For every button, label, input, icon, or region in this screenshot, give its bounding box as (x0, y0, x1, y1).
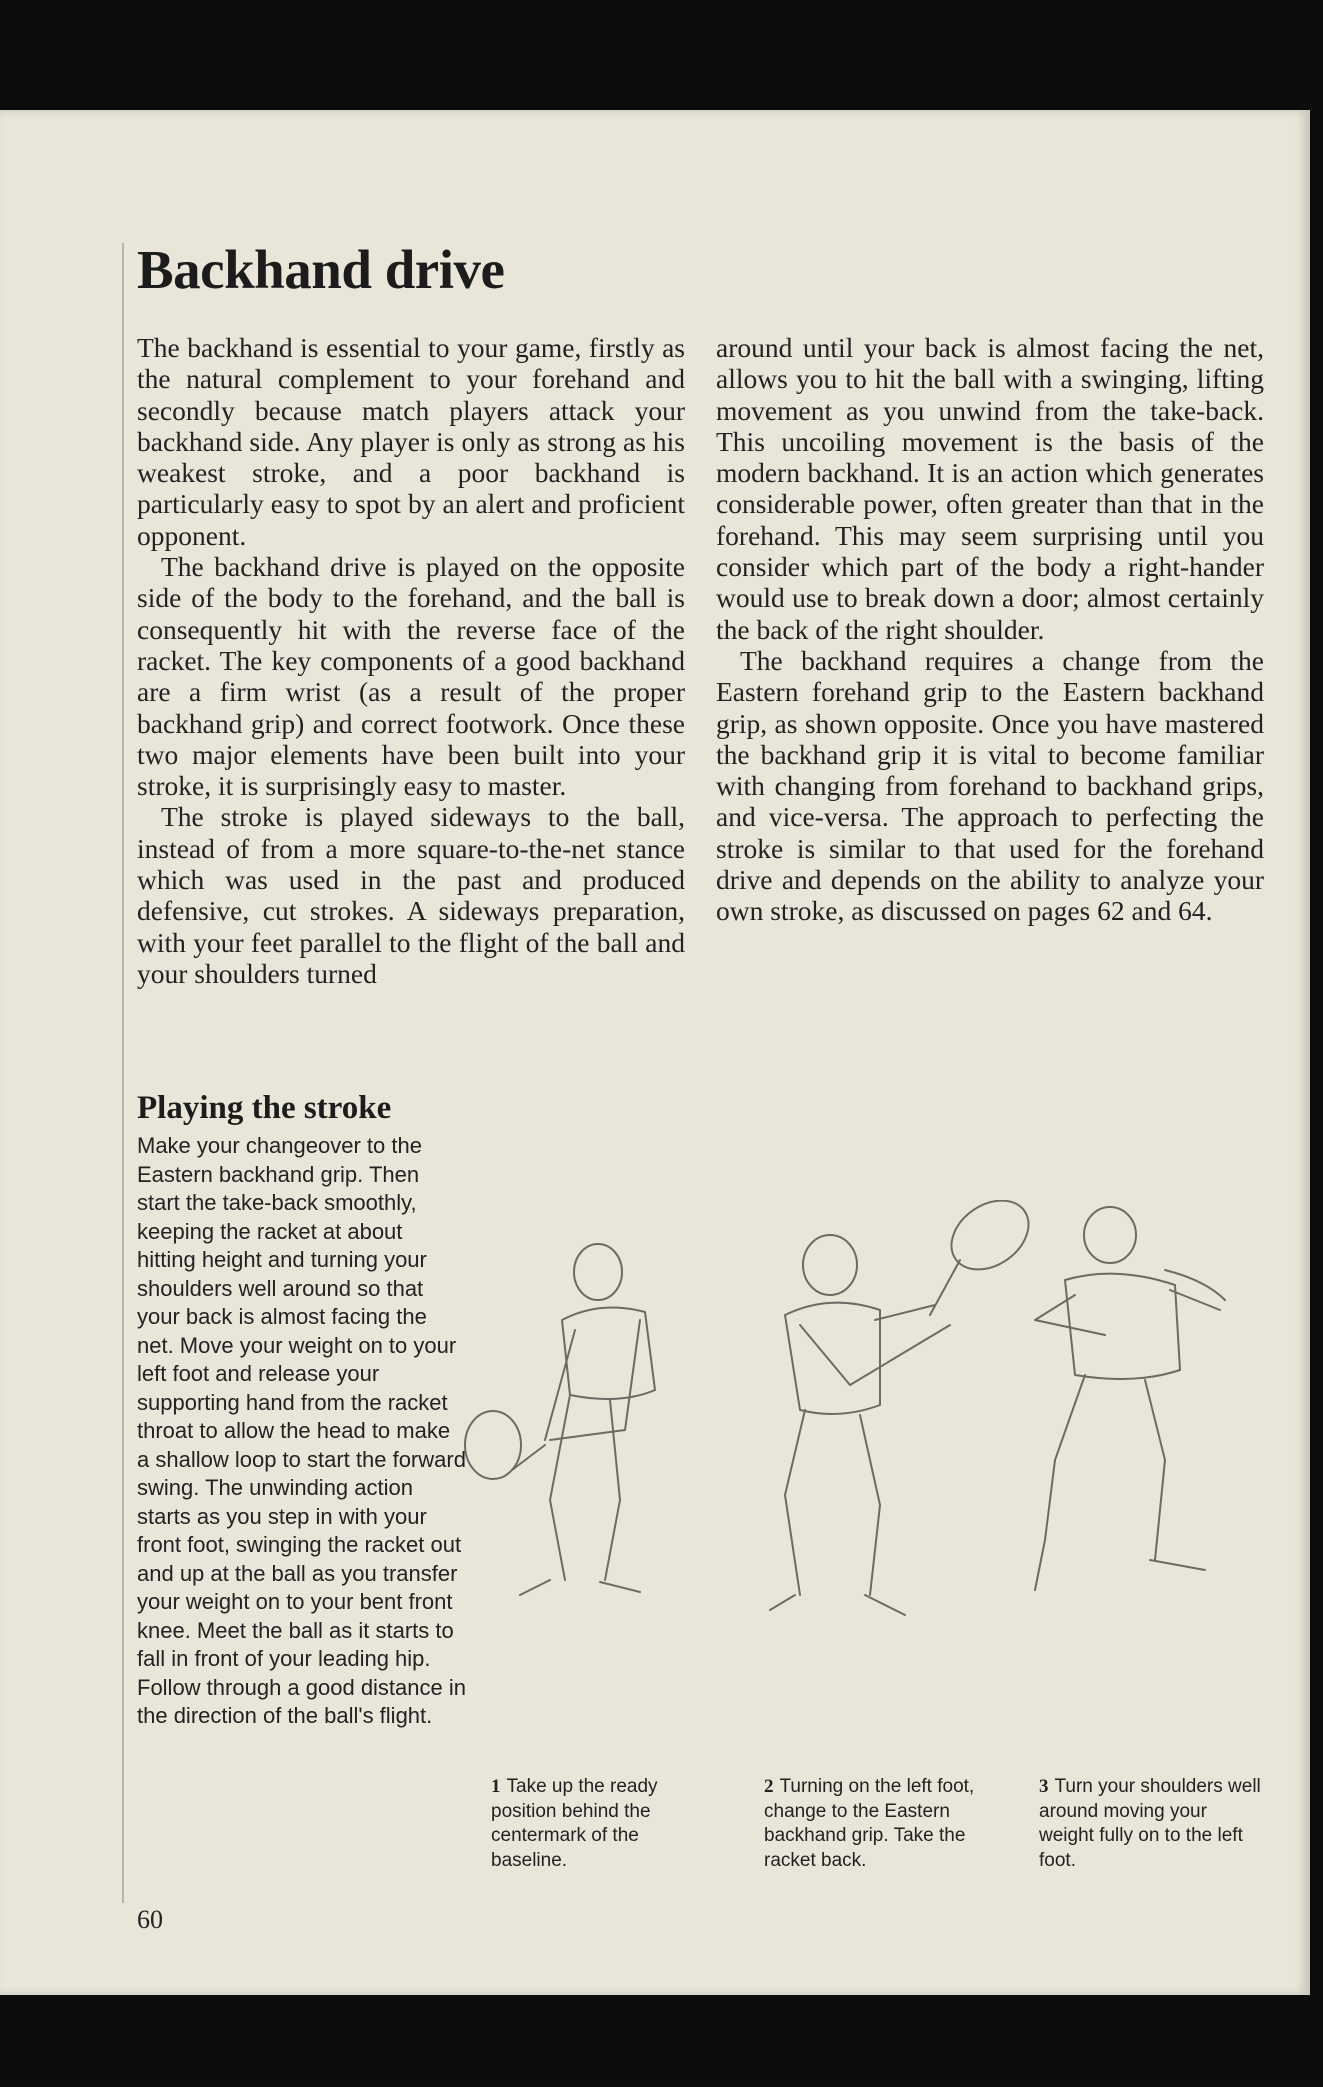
caption-1 (491, 1775, 716, 1873)
intro-paragraph-4: The backhand requires a change from the Eastern forehand grip to the Eastern backhand grip, as shown opposite. Once you have mastered the backhand grip it is vital to become familiar with changing from forehand to backhand grips, and vice-versa. The approach to perfecting the stroke is similar to that used for the forehand drive and depends on the ability to analyze your own stroke, as discussed on pages 62 and 64. (716, 644, 1264, 927)
intro-paragraph-1: The backhand is essential to your game, firstly as the natural complement to your forehand and secondly because match players attack your backhand side. Any player is only as strong as his weakest stroke, and a poor backhand is particularly easy to spot by an alert and proficient opponent. (137, 332, 685, 551)
section-heading: Playing the stroke (137, 1090, 392, 1126)
intro-paragraph-2: The backhand drive is played on the opposite side of the body to the forehand, and the ball is consequently hit with the reverse face of the racket. The key components of a good backhand are a firm wrist (as a result of the proper backhand grip) and correct footwork. Once these two major elements have been built into your stroke, it is surprisingly easy to master. (137, 551, 685, 802)
player-figure-2 (770, 1200, 1042, 1615)
page-number: 60 (137, 1905, 163, 1934)
book-page (0, 110, 1310, 1995)
intro-paragraph-3-continued: around until your back is almost facing the net, allows you to hit the ball with a swinging, lifting movement as you unwind from the take-back. This uncoiling movement is the basis of the modern backhand. It is an action which generates considerable power, often greater than that in the forehand. This may seem surprising until you consider which part of the body a right-hander would use to break down a door; almost certainly the back of the right shoulder. (716, 332, 1264, 645)
caption-text: Take up the ready position behind the centermark of the baseline. (491, 1776, 658, 1871)
intro-paragraph-3: The stroke is played sideways to the ball, instead of from a more square-to-the-net stance which was used in the past and produced defensive, cut strokes. A sideways preparation, with your feet parallel to the flight of the ball and your shoulders turned (137, 801, 685, 989)
intro-column-left (137, 332, 685, 989)
caption-3 (1039, 1775, 1264, 1873)
caption-number: 3 (1039, 1776, 1049, 1797)
caption-2 (764, 1775, 989, 1873)
intro-column-right (716, 332, 1264, 927)
player-figure-3 (1035, 1207, 1225, 1590)
caption-text: Turn your shoulders well around moving your weight fully on to the left foot. (1039, 1776, 1261, 1871)
backhand-sequence-illustration (450, 1200, 1285, 1850)
player-figure-1 (465, 1244, 655, 1595)
margin-rule (122, 243, 124, 1903)
page-title: Backhand drive (137, 239, 505, 300)
caption-number: 1 (491, 1776, 501, 1797)
section-body: Make your changeover to the Eastern backhand grip. Then start the take-back smoothly, keeping the racket at about hitting height and turning your shoulders well around so that your back is almost facing the net. Move your weight on to your left foot and release your supporting hand from the racket throat to allow the head to make a shallow loop to start the forward swing. The unwinding action starts as you step in with your front foot, swinging the racket out and up at the ball as you transfer your weight on to your bent front knee. Meet the ball as it starts to fall in front of your leading hip. Follow through a good distance in the direction of the ball's flight. (137, 1133, 466, 1728)
caption-text: Turning on the left foot, change to the Eastern backhand grip. Take the racket back. (764, 1776, 975, 1871)
caption-number: 2 (764, 1776, 774, 1797)
